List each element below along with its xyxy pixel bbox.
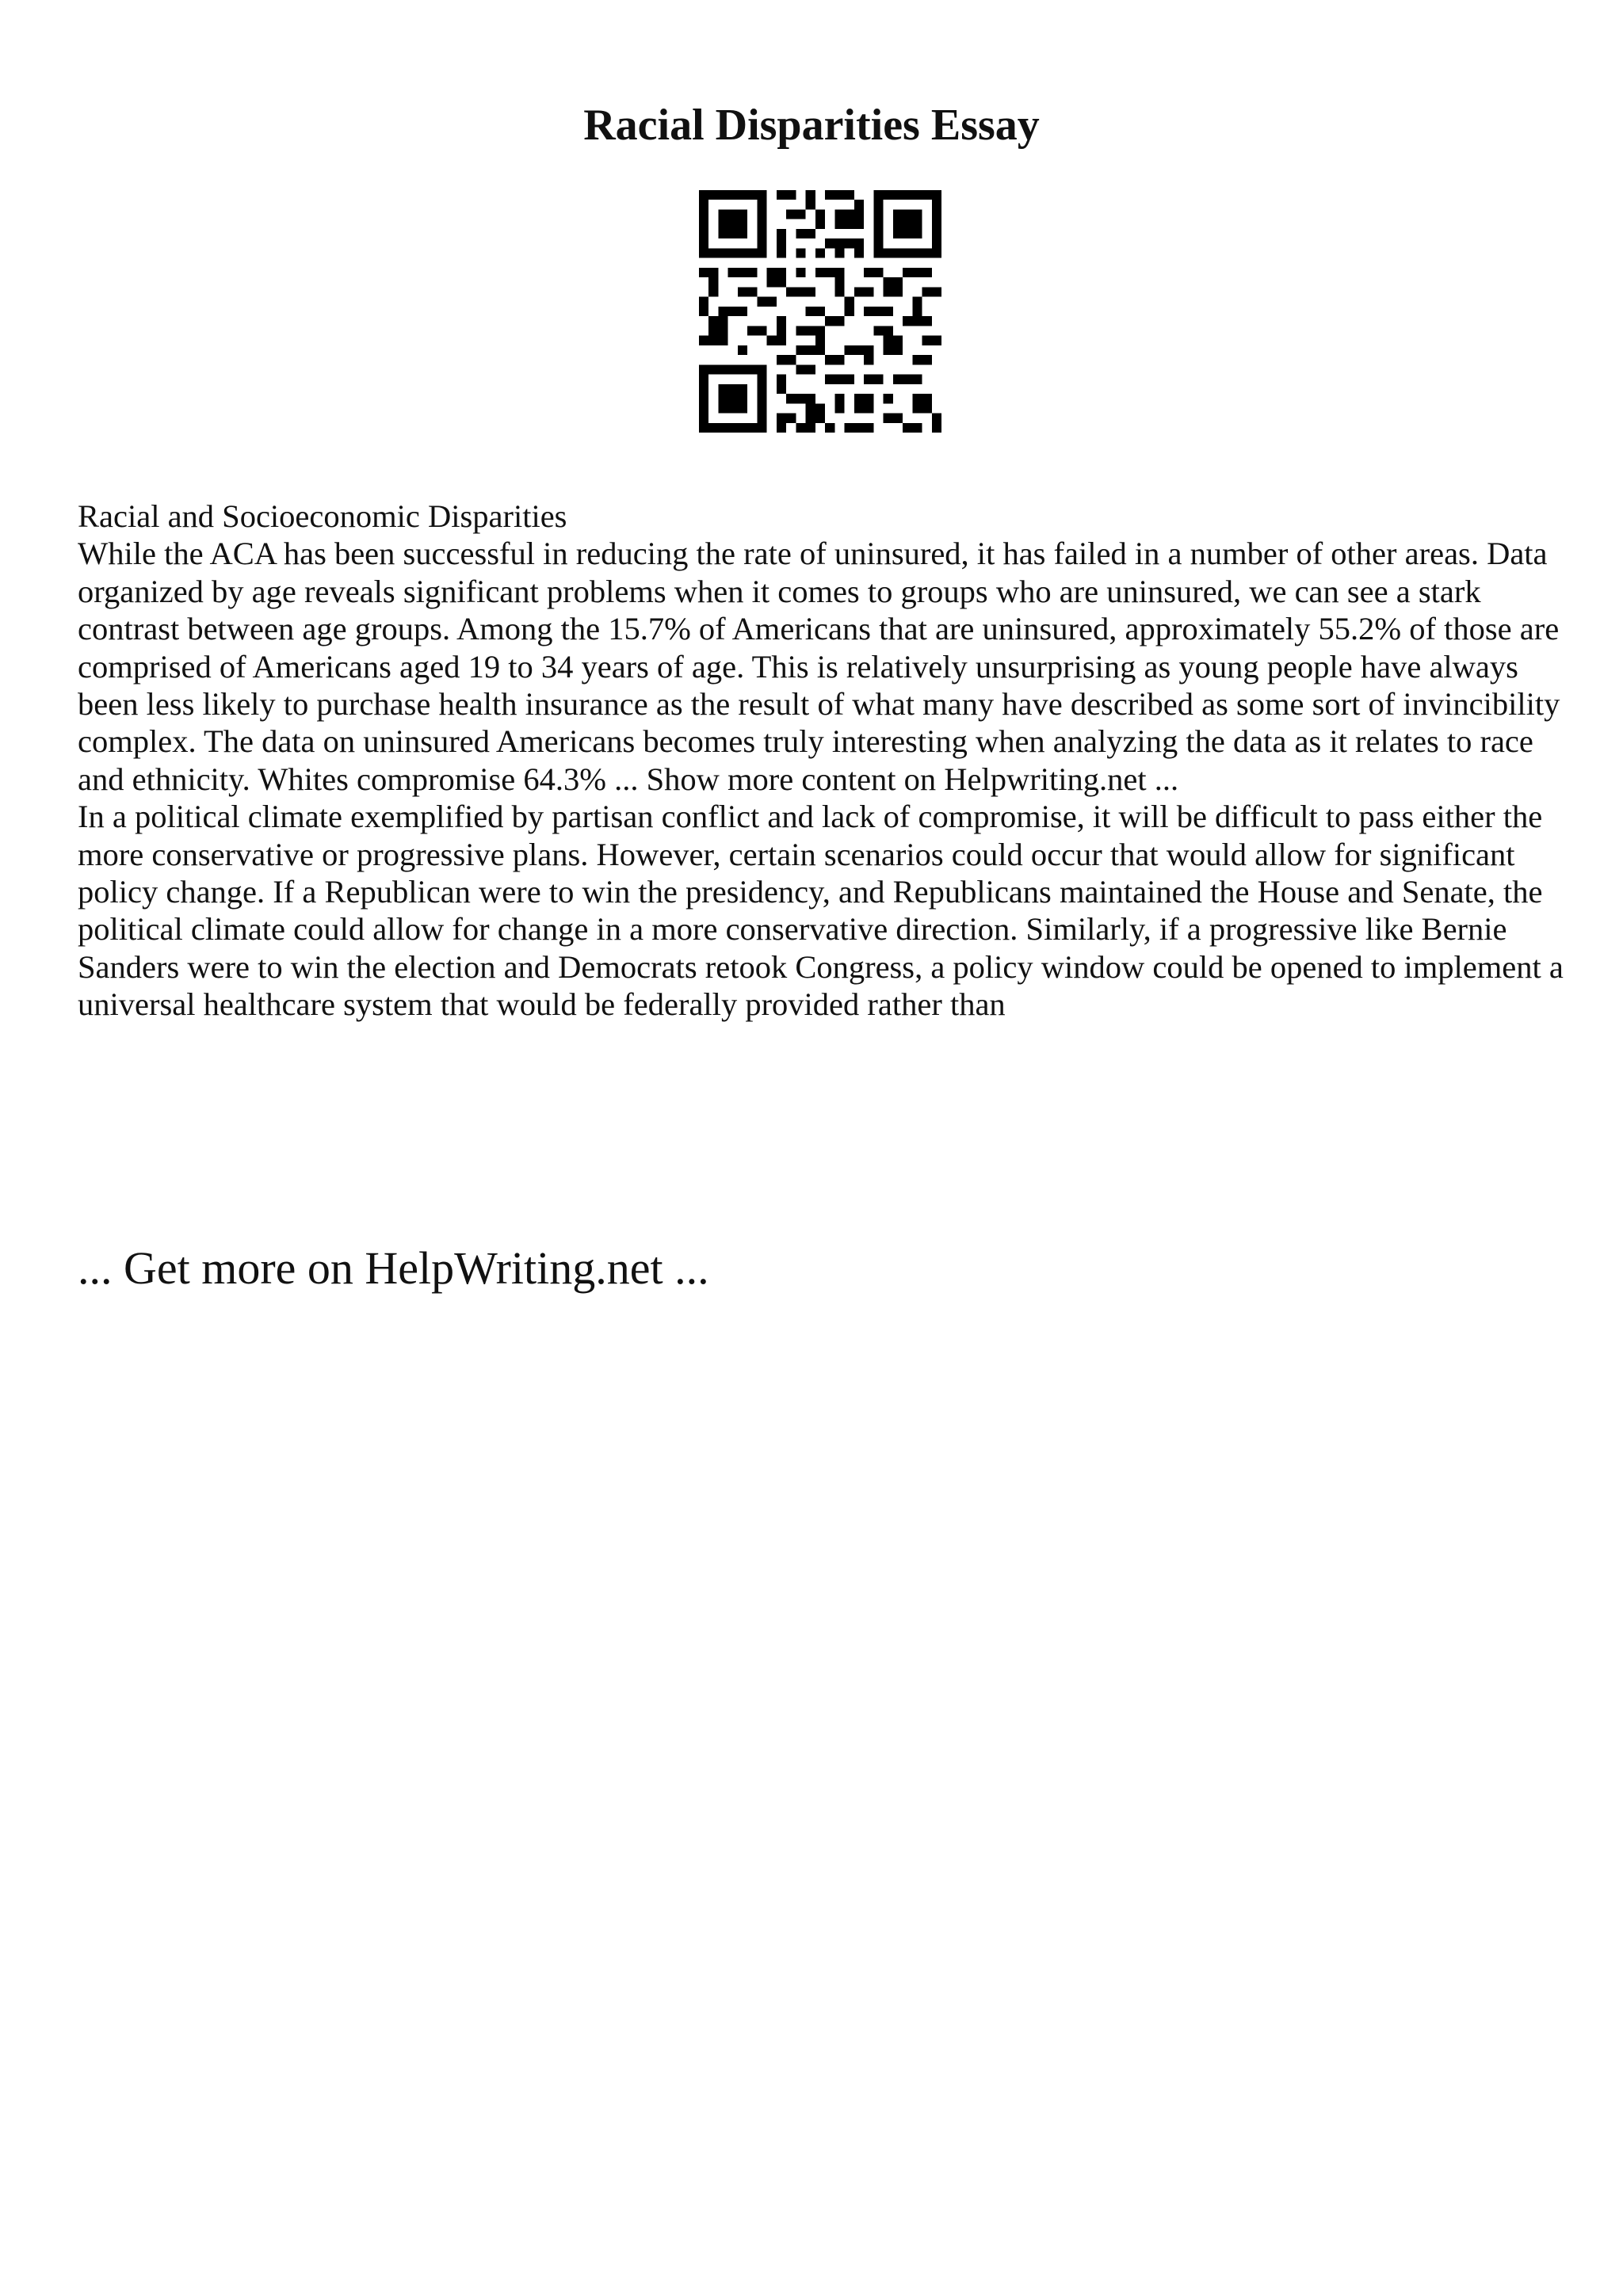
body-paragraph-2: In a political climate exemplified by partisan conflict and lack of compromise, it will be difficult to pass either the more conservative or progressive plans. However, certain scenarios could occur that would allow for significant policy change. If a Republican were to win the presidency, and Republicans maintained the House and Senate, the political climate could allow for change in a more conservative direction. Similarly, if a progressive like Bernie Sanders were to win the election and Democrats retook Congress, a policy window could be opened to implement a universal healthcare system that would be federally provided rather than [78, 799, 1564, 1023]
document-body [78, 498, 1568, 1024]
qr-code-icon [699, 190, 941, 433]
body-paragraph-1: While the ACA has been successful in reducing the rate of uninsured, it has failed in a number of other areas. Data organized by age reveals significant problems when it comes to groups who are uninsured, we can see a stark contrast between age groups. Among the 15.7% of Americans that are uninsured, approximately 55.2% of those are comprised of Americans aged 19 to 34 years of age. This is relatively unsurprising as young people have always been less likely to purchase health insurance as the result of what many have described as some sort of invincibility complex. The data on uninsured Americans becomes truly interesting when analyzing the data as it relates to race and ethnicity. Whites compromise 64.3% ... Show more content on Helpwriting.net ... [78, 536, 1560, 797]
document-title: Racial Disparities Essay [583, 101, 1040, 150]
get-more-link[interactable]: ... Get more on HelpWriting.net ... [78, 1242, 709, 1294]
qr-code-graphic [699, 190, 941, 433]
section-heading: Racial and Socioeconomic Disparities [78, 498, 567, 534]
